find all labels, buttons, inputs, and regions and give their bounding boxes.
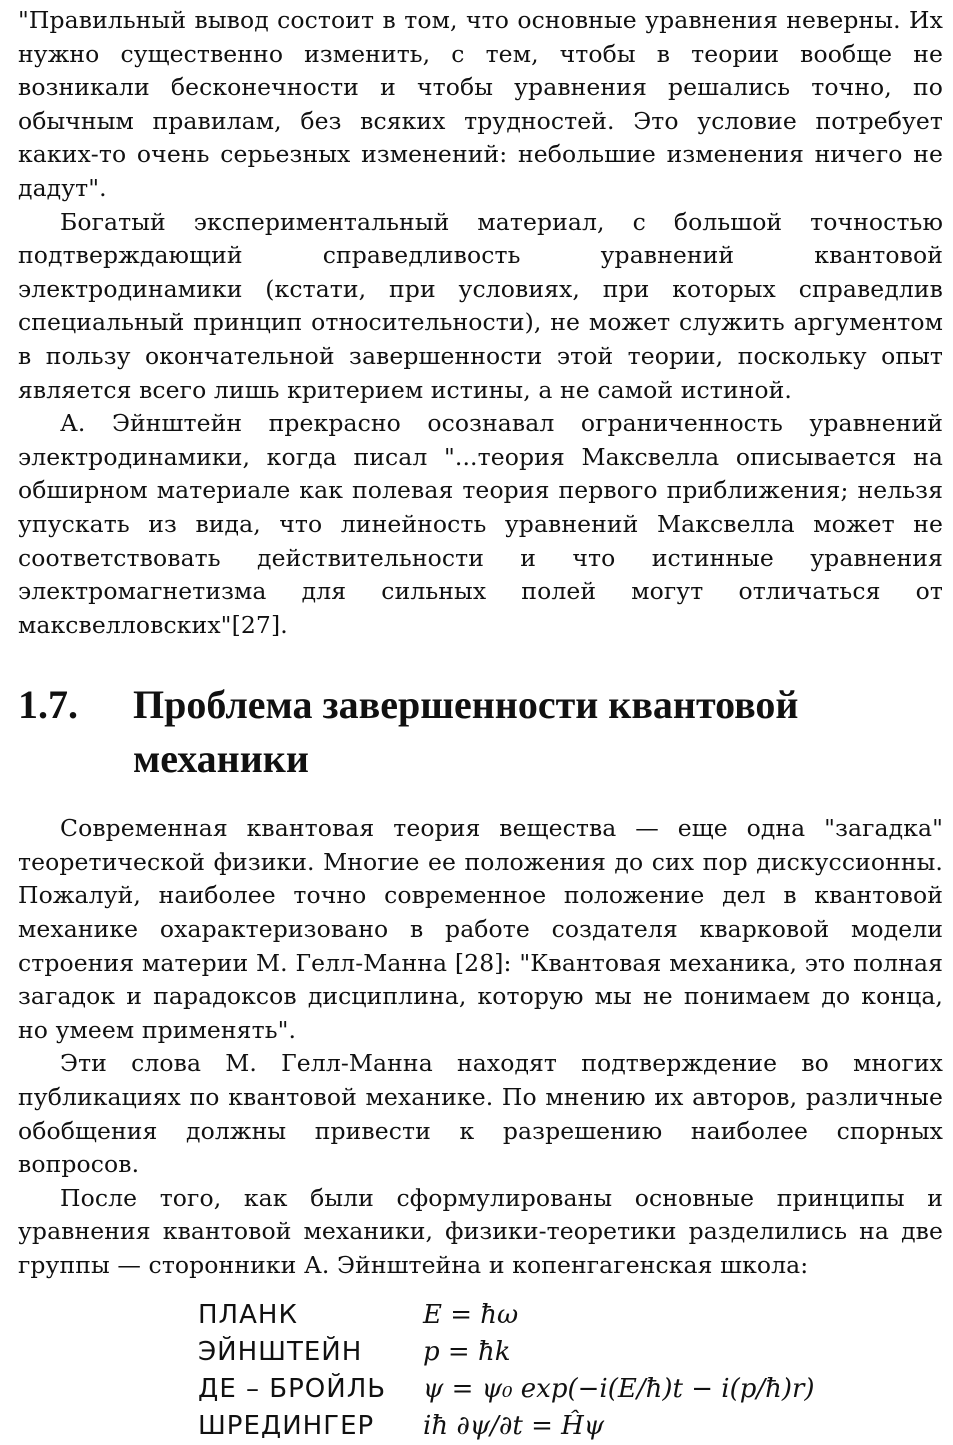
section-number: 1.7. [18, 682, 78, 728]
formula-name: ЭЙНШТЕЙН [198, 1337, 363, 1368]
formula-table [198, 1297, 815, 1445]
paragraph-quantum-theory: Современная квантовая теория вещества — еще одна "загадка" теоретической физики. Многие ее положения до сих пор дискуссионны. Пожалуй, наиболее точно современное положение дел в квантовой механике охарактеризовано в работе создателя кварковой модели строения материи М. Гелл-Манна [28]: "Квантовая механика, это полная загадок и парадоксов дисциплина, которую мы не понимаем до конца, но умеем применять". [18, 814, 943, 1044]
paragraph-quote-conclusion: "Правильный вывод состоит в том, что основные уравнения неверны. Их нужно существенно изменить, с тем, чтобы в теории вообще не возникали бесконечности и чтобы уравнения решались точно, по обычным правилам, без всяких трудностей. Это условие потребует каких-то очень серьезных изменений: небольшие изменения ничего не дадут". [18, 6, 943, 202]
formula-expression: iħ ∂ψ/∂t = Ĥψ [423, 1411, 605, 1442]
paragraph-gell-mann: Эти слова М. Гелл-Манна находят подтверждение во многих публикациях по квантовой механике. По мнению их авторов, различные обобщения должны привести к разрешению наиболее спорных вопросов. [18, 1049, 943, 1179]
formula-row [198, 1334, 815, 1371]
formula-expression: p = ħk [423, 1337, 511, 1368]
section-heading [18, 678, 943, 786]
paragraph-experimental-material: Богатый экспериментальный материал, с большой точностью подтверждающий справедливость уравнений квантовой электродинамики (кстати, при условиях, при которых справедлив специальный принцип относительности), не может служить аргументом в пользу окончательной завершенности этой теории, поскольку опыт является всего лишь критерием истины, а не самой истиной. [18, 207, 943, 404]
formula-name: ПЛАНК [198, 1300, 298, 1331]
paragraph-two-groups: После того, как были сформулированы основные принципы и уравнения квантовой механики, физики-теоретики разделились на две группы — сторонники А. Эйнштейна и копенгагенская школа: [18, 1183, 943, 1279]
formula-row [198, 1408, 815, 1445]
formula-row [198, 1297, 815, 1334]
paragraph-einstein-maxwell: А. Эйнштейн прекрасно осознавал ограниченность уравнений электродинамики, когда писал "...теория Максвелла описывается на обширном материале как полевая теория первого приближения; нельзя упускать из вида, что линейность уравнений Максвелла может не соответствовать действительности и что истинные уравнения электромагнетизма для сильных полей могут отличаться от максвелловских"[27]. [18, 409, 943, 639]
formula-row [198, 1371, 815, 1408]
section-title: Проблема завершенности квантовой механики [133, 682, 799, 782]
formula-name: ШРЕДИНГЕР [198, 1411, 375, 1442]
formula-expression: ψ = ψ₀ exp(−i(E/ħ)t − i(p/ħ)r) [423, 1374, 815, 1405]
formula-expression: E = ħω [423, 1300, 519, 1331]
book-page [18, 4, 943, 1445]
formula-name: ДЕ – БРОЙЛЬ [198, 1374, 387, 1405]
